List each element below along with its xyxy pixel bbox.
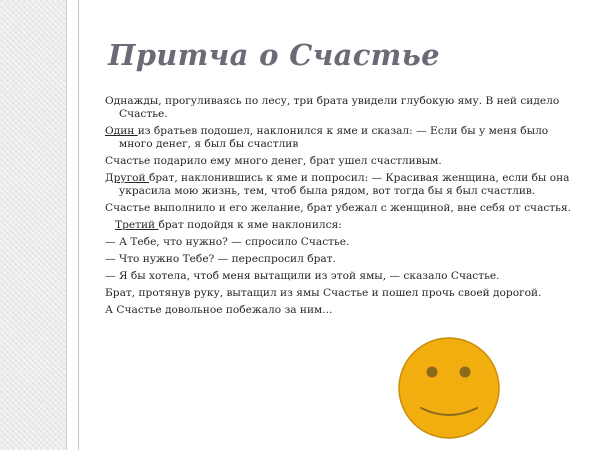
paragraph-text: из братьев подошел, наклонился к яме и сказал: — Если бы у меня было много денег, я был бы счастлив bbox=[119, 125, 549, 150]
paragraph-1 bbox=[105, 95, 585, 121]
paragraph-6 bbox=[105, 219, 585, 232]
paragraph-4 bbox=[105, 172, 585, 198]
paragraph-text: Однажды, прогуливаясь по лесу, три брата увидели глубокую яму. В ней сидело Счастье. bbox=[105, 95, 560, 120]
paragraph-text: Счастье подарило ему много денег, брат ушел счастливым. bbox=[105, 155, 442, 167]
vertical-divider bbox=[78, 0, 79, 450]
paragraph-text: — А Тебе, что нужно? — спросило Счастье. bbox=[105, 236, 350, 248]
decorative-side-band bbox=[0, 0, 67, 450]
lead-word-first-brother: Один bbox=[105, 125, 138, 137]
paragraph-11 bbox=[105, 304, 585, 317]
paragraph-text: Брат, протянув руку, вытащил из ямы Счастье и пошел прочь своей дорогой. bbox=[105, 287, 542, 299]
paragraph-8 bbox=[105, 253, 585, 266]
paragraph-text: брат, наклонившись к яме и попросил: — Красивая женщина, если бы она украсила мою жизнь, тем, чтоб была рядом, вот тогда бы я был счастлив. bbox=[119, 172, 570, 197]
lead-word-third-brother: Третий bbox=[115, 219, 159, 231]
paragraph-text: — Что нужно Тебе? — переспросил брат. bbox=[105, 253, 336, 265]
paragraph-5 bbox=[105, 202, 585, 215]
paragraph-2 bbox=[105, 125, 585, 151]
left-eye bbox=[427, 367, 438, 378]
paragraph-9 bbox=[105, 270, 585, 283]
paragraph-text: — Я бы хотела, чтоб меня вытащили из этой ямы, — сказало Счастье. bbox=[105, 270, 500, 282]
parable-text bbox=[105, 95, 585, 321]
paragraph-10 bbox=[105, 287, 585, 300]
slide-title: Притча о Счастье bbox=[108, 38, 440, 72]
right-eye bbox=[460, 367, 471, 378]
paragraph-3 bbox=[105, 155, 585, 168]
smiley-face-circle bbox=[399, 338, 499, 438]
paragraph-text: брат подойдя к яме наклонился: bbox=[158, 219, 342, 231]
paragraph-text: Счастье выполнило и его желание, брат убежал с женщиной, вне себя от счастья. bbox=[105, 202, 571, 214]
paragraph-text: А Счастье довольное побежало за ним... bbox=[105, 304, 333, 316]
smiley-face-icon bbox=[397, 336, 501, 440]
lead-word-second-brother: Другой bbox=[105, 172, 149, 184]
paragraph-7 bbox=[105, 236, 585, 249]
